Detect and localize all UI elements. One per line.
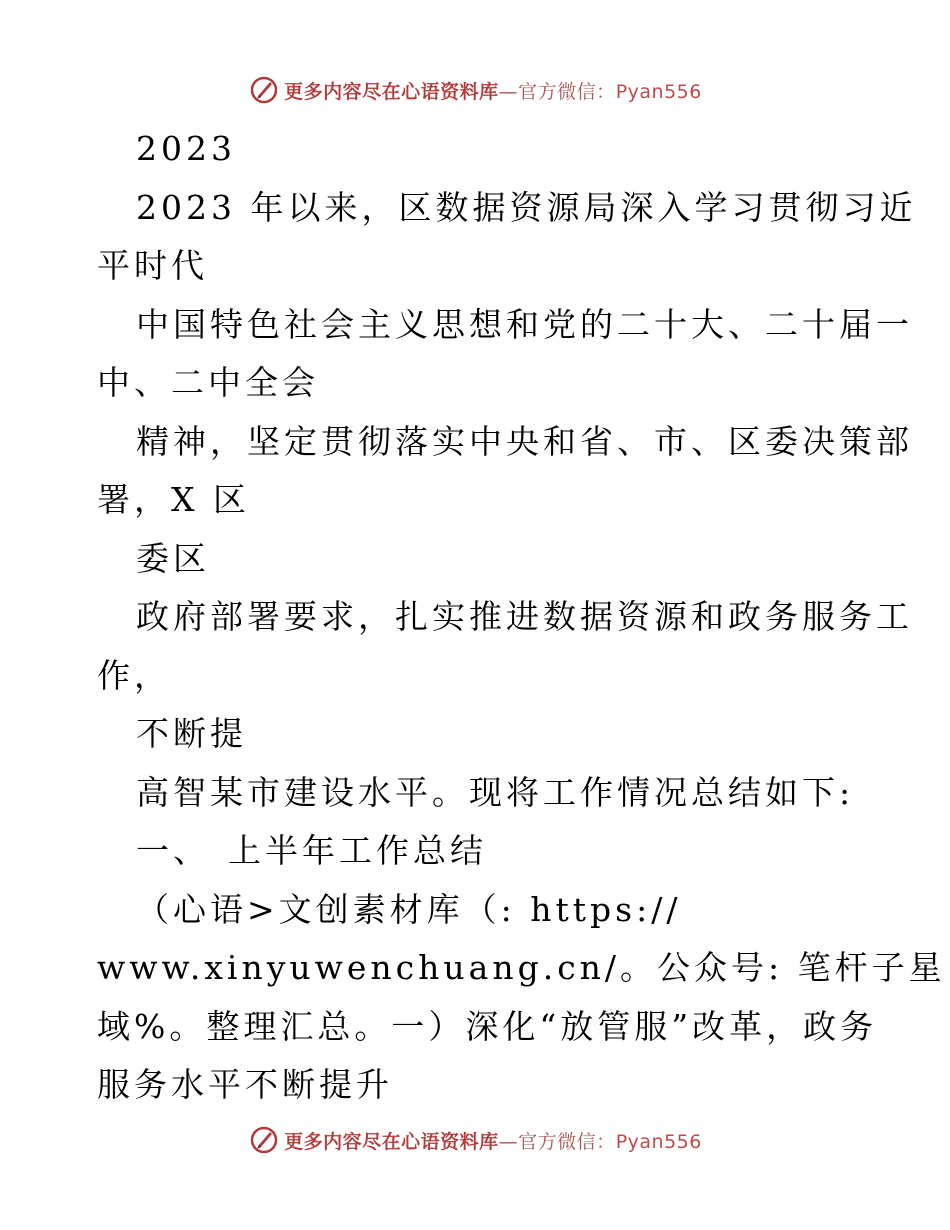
text-line: 精神，坚定贯彻落实中央和省、市、区委决策部 (136, 421, 913, 461)
text-line: 不断提 (136, 714, 247, 753)
quill-logo-icon (248, 74, 280, 106)
text-line: 高智某市建设水平。现将工作情况总结如下: (136, 772, 855, 812)
watermark-rest: 官方微信： (518, 1130, 616, 1153)
header-watermark (0, 68, 950, 112)
text-line: www.xinyuwenchuang.cn/。公众号: 笔杆子星 (97, 948, 946, 987)
text-line: 服务水平不断提升 (97, 1065, 393, 1104)
text-line: （心语>文创素材库（: https:// (136, 889, 682, 929)
watermark-text (284, 77, 702, 104)
watermark-lead: 更多内容尽在心语资料库 (284, 1130, 499, 1153)
document-body (97, 120, 946, 1115)
section-title: 上半年工作总结 (228, 831, 487, 870)
text-line: 中、二中全会 (97, 363, 319, 402)
watermark-lead: 更多内容尽在心语资料库 (284, 80, 499, 103)
watermark-text (284, 1127, 702, 1154)
watermark-wechat-id: Pyan556 (615, 80, 702, 103)
text-line: 域%。整理汇总。一）深化“放管服”改革，政务 (97, 1006, 878, 1046)
section-number: 一、 (136, 831, 210, 870)
text-line: 作， (97, 655, 171, 695)
watermark-rest: 官方微信： (518, 80, 616, 103)
watermark-dash: — (498, 1130, 519, 1153)
section-heading (97, 822, 857, 881)
text-line: 2023 (136, 129, 236, 168)
text-line: 中国特色社会主义思想和党的二十大、二十届一 (136, 304, 913, 344)
quill-logo-icon (248, 1124, 280, 1156)
watermark-dash: — (498, 80, 519, 103)
text-line: 委区 (136, 538, 210, 578)
text-line: 署，X 区 (97, 480, 250, 519)
footer-watermark (0, 1118, 950, 1162)
watermark-wechat-id: Pyan556 (615, 1130, 702, 1153)
text-line: 政府部署要求，扎实推进数据资源和政务服务工 (136, 597, 913, 636)
text-line: 2023 年以来，区数据资源局深入学习贯彻习近 (136, 187, 917, 227)
text-line: 平时代 (97, 246, 208, 285)
